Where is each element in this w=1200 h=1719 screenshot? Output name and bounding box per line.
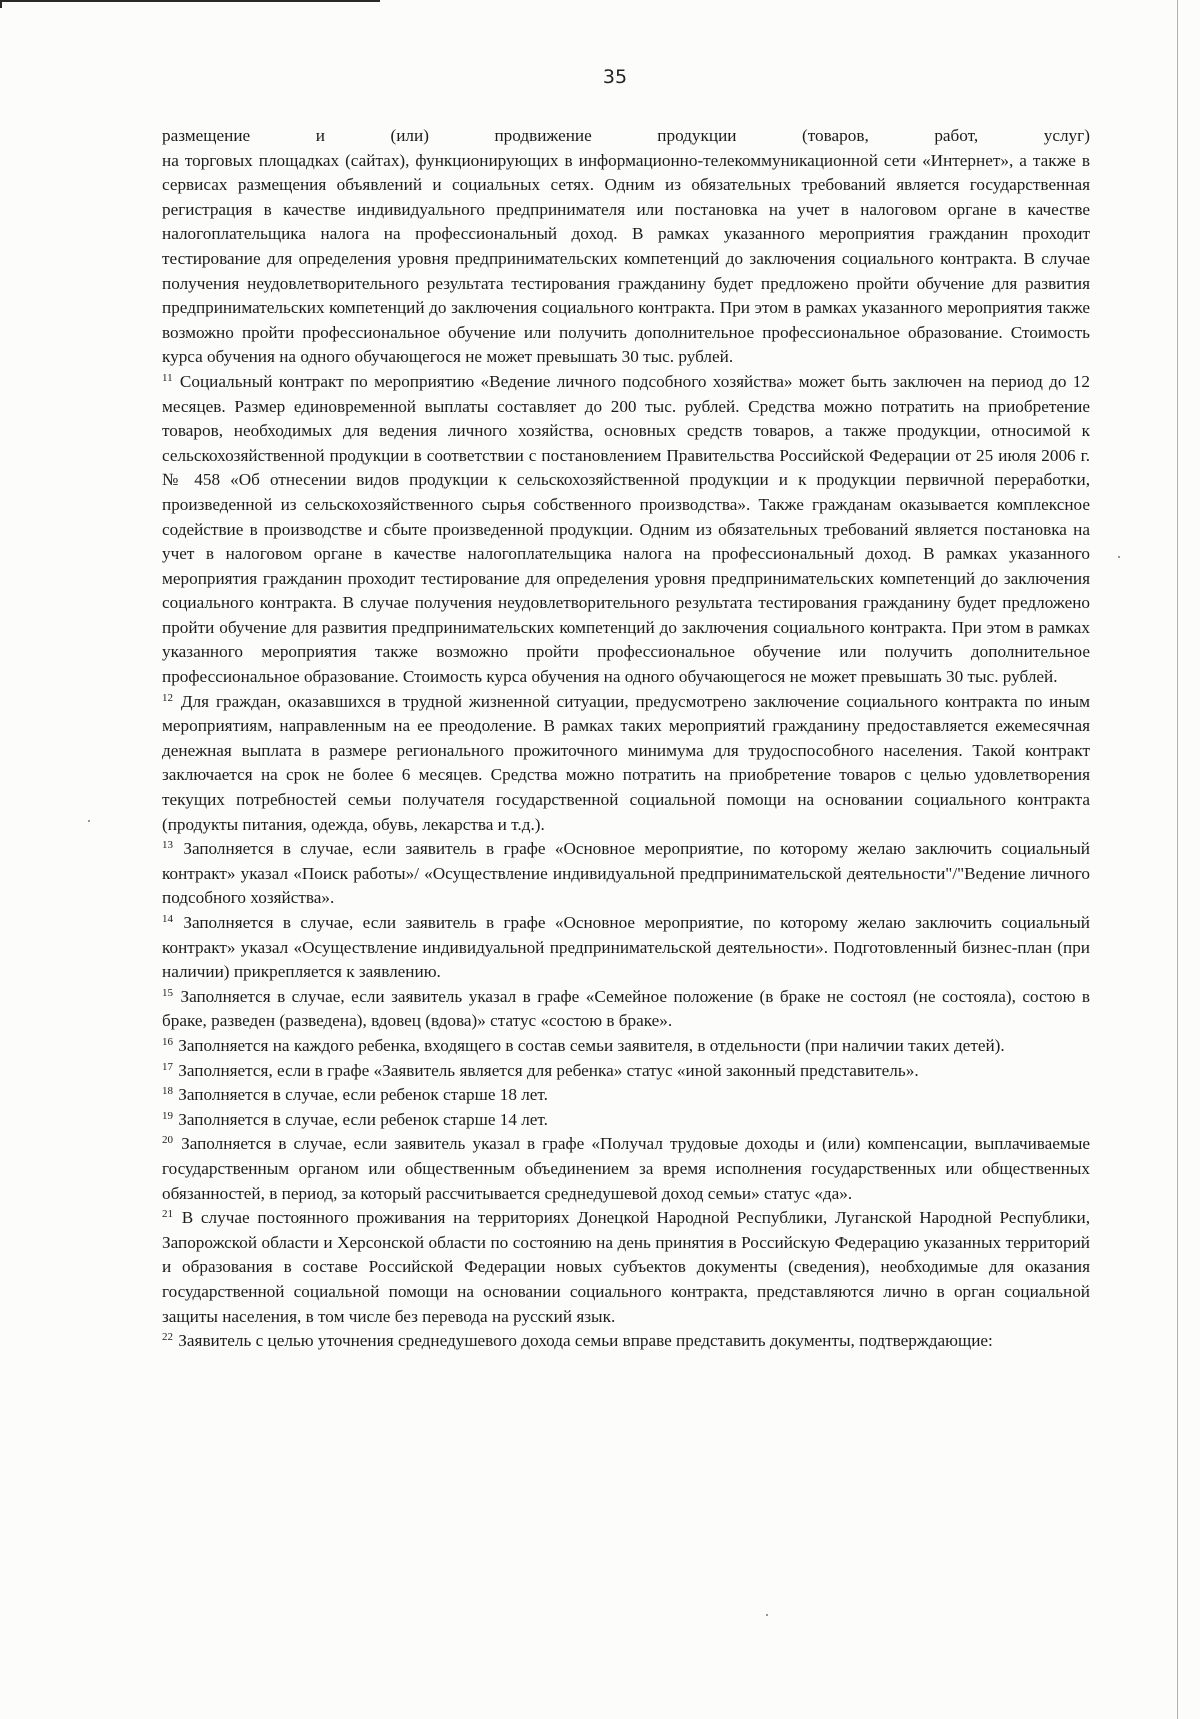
footnote-12 [162,690,1090,838]
footnote-number: 18 [162,1085,173,1098]
footnote-number: 15 [162,986,173,999]
footnote-17 [162,1059,1090,1084]
footnote-21 [162,1206,1090,1329]
footnote-number: 12 [162,691,173,704]
footnote-number: 17 [162,1060,173,1073]
footnote-22 [162,1329,1090,1354]
footnote-number: 21 [162,1208,173,1221]
footnote-15 [162,985,1090,1034]
first-line-word: размещение [162,126,251,145]
footnote-text: Заполняется в случае, если ребенок старше 18 лет. [174,1085,548,1105]
paragraph-text: на торговых площадках (сайтах), функционирующих в информационно-телекоммуникационной сети «Интернет», а также в сервисах размещения объявлений и социальных сетях. Одним из обязательных требований является государственная регистрация в качестве индивидуального предпринимателя или постановка на учет в налоговом органе в качестве налогоплательщика налога на профессиональный доход. В рамках указанного мероприятия гражданин проходит тестирование для определения уровня предпринимательских компетенций до заключения социального контракта. В случае получения неудовлетворительного результата тестирования гражданину будет предложено пройти обучение для развития предпринимательских компетенций до заключения социального контракта. При этом в рамках указанного мероприятия также возможно пройти профессиональное обучение или получить дополнительное профессиональное образование. Стоимость курса обучения на одного обучающегося не может превышать 30 тыс. рублей. [162,150,1090,367]
first-line-word: работ, [934,126,979,145]
scan-artifact-right-edge [1177,0,1178,1719]
footnote-text: Социальный контракт по мероприятию «Ведение личного подсобного хозяйства» может быть заключен на период до 12 месяцев. Размер единовременной выплаты составляет до 200 тыс. рублей. Средства можно потратить на приобретение товаров, необходимых для ведения личного хозяйства, основных средств товаров, а также продукции, относимой к сельскохозяйственной продукции в соответствии с постановлением Правительства Российской Федерации от 25 июля 2006 г. № 458 «Об отнесении видов продукции к сельскохозяйственной продукции и к продукции первичной переработки, произведенной из сельскохозяйственного сырья собственного производства». Также гражданам оказывается комплексное содействие в производстве и сбыте произведенной продукции. Одним из обязательных требований является постановка на учет в налоговом органе в качестве налогоплательщика налога на профессиональный доход. В рамках указанного мероприятия гражданин проходит тестирование для определения уровня предпринимательских компетенций до заключения социального контракта. В случае получения неудовлетворительного результата тестирования гражданину будет предложено пройти обучение для развития предпринимательских компетенций до заключения социального контракта. При этом в рамках указанного мероприятия также возможно пройти профессиональное обучение или получить дополнительное профессиональное образование. Стоимость курса обучения на одного обучающегося не может превышать 30 тыс. рублей. [162,371,1090,687]
footnote-number: 19 [162,1109,173,1122]
footnote-text: Заполняется на каждого ребенка, входящего в состав семьи заявителя, в отдельности (при наличии таких детей). [174,1035,1005,1055]
footnote-text: Заполняется в случае, если заявитель указал в графе «Семейное положение (в браке не состоял (не состояла), состою в браке, разведен (разведена), вдовец (вдова)» статус «состою в браке». [162,986,1090,1031]
page-body [162,124,1090,1354]
footnote-16 [162,1034,1090,1059]
footnote-number: 11 [162,371,173,384]
footnote-18 [162,1083,1090,1108]
footnote-number: 22 [162,1331,173,1344]
scan-artifact-dot [766,1614,768,1616]
footnote-text: Заполняется в случае, если ребенок старше 14 лет. [174,1109,548,1129]
footnote-text: Заявитель с целью уточнения среднедушевого дохода семьи вправе представить документы, подтверждающие: [174,1331,993,1351]
first-line-word: и [315,126,325,145]
scan-artifact-dot [1118,556,1120,558]
page-number: 35 [602,66,628,88]
scan-artifact-dot [88,820,90,822]
first-line-word: (или) [390,126,429,145]
footnote-number: 14 [162,913,173,925]
footnote-text: В случае постоянного проживания на территориях Донецкой Народной Республики, Луганской Народной Республики, Запорожской области и Херсонской области по состоянию на день принятия в Российскую Федерацию указанных территорий и образования в составе Российской Федерации новых субъектов документы (сведения), необходимые для оказания государственной социальной помощи на основании социального контракта, представляются лично в орган социальной защиты населения, в том числе без перевода на русский язык. [162,1208,1090,1326]
footnote-text: Заполняется в случае, если заявитель в графе «Основное мероприятие, по которому желаю заключить социальный контракт» указал «Осуществление индивидуальной предпринимательской деятельности». Подготовленный бизнес-план (при наличии) прикрепляется к заявлению. [162,913,1090,982]
footnote-19 [162,1108,1090,1133]
first-line-word: продвижение [494,126,592,145]
paragraph-continuation [162,149,1090,370]
first-line [162,124,1090,149]
scan-artifact-top-line [0,0,380,2]
footnote-text: Заполняется в случае, если заявитель указал в графе «Получал трудовые доходы и (или) компенсации, выплачиваемые государственным органом или общественным объединением за время исполнения государственных или общественных обязанностей, в период, за который рассчитывается среднедушевой доход семьи» статус «да». [162,1134,1090,1203]
footnote-text: Для граждан, оказавшихся в трудной жизненной ситуации, предусмотрено заключение социального контракта по иным мероприятиям, направленным на ее преодоление. В рамках таких мероприятий гражданину предоставляется ежемесячная денежная выплата в размере регионального прожиточного минимума для трудоспособного населения. Такой контракт заключается на срок не более 6 месяцев. Средства можно потратить на приобретение товаров с целью удовлетворения текущих потребностей семьи получателя государственной социальной помощи на основании социального контракта (продукты питания, одежда, обувь, лекарства и т.д.). [162,691,1090,834]
first-line-word: продукции [657,126,737,145]
first-line-word: услуг) [1043,126,1090,145]
footnote-13 [162,837,1090,911]
footnote-text: Заполняется, если в графе «Заявитель является для ребенка» статус «иной законный представитель». [174,1060,919,1080]
footnote-number: 16 [162,1035,173,1048]
footnote-14 [162,911,1090,985]
scan-artifact-top-left-edge [0,0,2,8]
first-line-word: (товаров, [802,126,869,145]
footnote-number: 20 [162,1134,173,1147]
footnote-text: Заполняется в случае, если заявитель в графе «Основное мероприятие, по которому желаю заключить социальный контракт» указал «Поиск работы»/ «Осуществление индивидуальной предпринимательской деятельности"/"Ведение личного подсобного хозяйства». [162,839,1090,908]
footnote-number: 13 [162,839,173,852]
footnote-11 [162,370,1090,690]
footnote-20 [162,1132,1090,1206]
